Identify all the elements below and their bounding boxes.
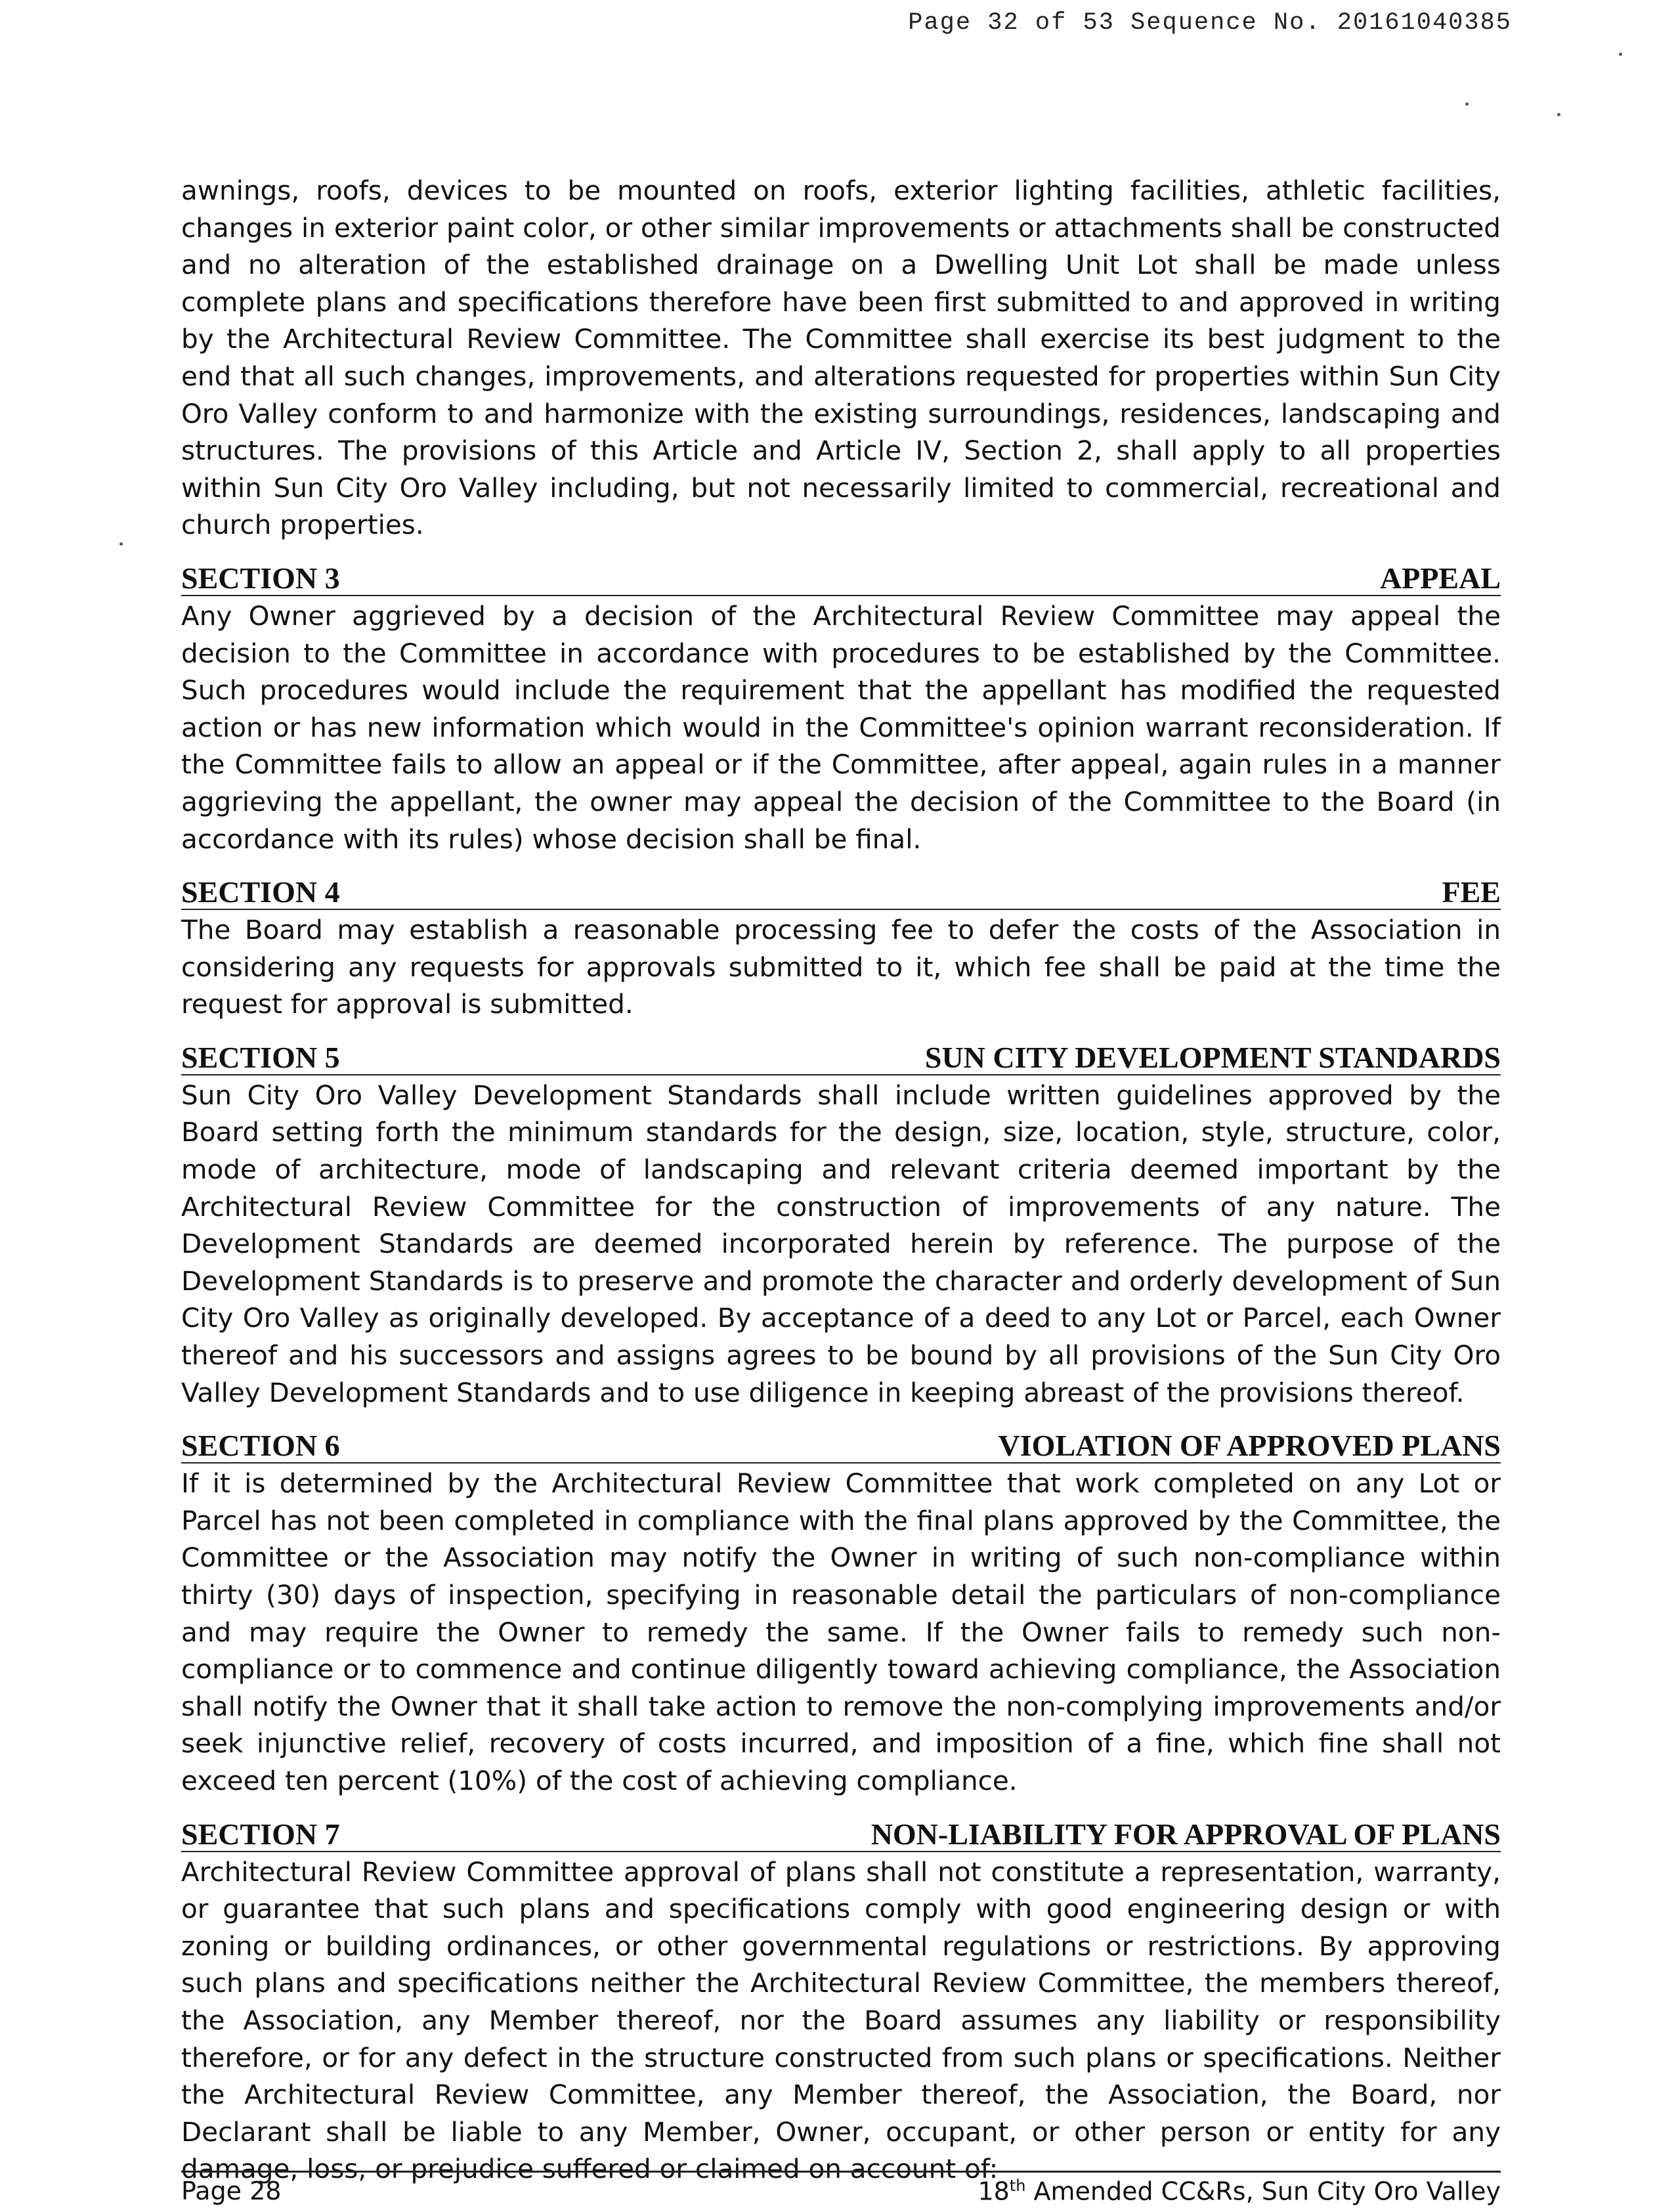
section-heading bbox=[181, 562, 1501, 596]
section-title: VIOLATION OF APPROVED PLANS bbox=[998, 1429, 1501, 1463]
footer-document-name: Amended CC&Rs, Sun City Oro Valley bbox=[1025, 2177, 1501, 2206]
section-4 bbox=[181, 876, 1501, 1023]
scan-speck bbox=[1557, 113, 1560, 116]
section-text: Sun City Oro Valley Development Standards shall include written guidelines approved by the Board setting forth the minimum standards for the design, size, location, style, structure, color, mode of architecture, mode of landscaping and relevant criteria deemed important by the Architectural Review Committee for the construction of improvements of any nature. The Development Standards are deemed incorporated herein by reference. The purpose of the Development Standards is to preserve and promote the character and orderly development of Sun City Oro Valley as originally developed. By acceptance of a deed to any Lot or Parcel, each Owner thereof and his successors and assigns agrees to be bound by all provisions of the Sun City Oro Valley Development Standards and to use diligence in keeping abreast of the provisions thereof. bbox=[181, 1079, 1501, 1408]
footer-page-number: Page 28 bbox=[181, 2177, 282, 2205]
section-number: SECTION 3 bbox=[181, 561, 340, 595]
footer-document-title bbox=[978, 2177, 1501, 2206]
footer-ordinal-suffix: th bbox=[1009, 2177, 1026, 2195]
footer-edition-number: 18 bbox=[978, 2177, 1010, 2206]
page-footer bbox=[181, 2171, 1501, 2206]
section-title: SUN CITY DEVELOPMENT STANDARDS bbox=[924, 1040, 1501, 1074]
section-title: APPEAL bbox=[1380, 561, 1501, 595]
section-7 bbox=[181, 1818, 1501, 2188]
section-6 bbox=[181, 1429, 1501, 1799]
section-title: NON-LIABILITY FOR APPROVAL OF PLANS bbox=[870, 1817, 1501, 1851]
scan-speck bbox=[1465, 102, 1469, 106]
section-heading bbox=[181, 1041, 1501, 1075]
section-3 bbox=[181, 562, 1501, 857]
section-heading bbox=[181, 1429, 1501, 1464]
section-text: Any Owner aggrieved by a decision of the Architectural Review Committee may appeal the decision to the Committee in accordance with procedures to be established by the Committee. Such procedures would include the requirement that the appellant has modified the requested action or has new information which would in the Committee's opinion warrant reconsideration. If the Committee fails to allow an appeal or if the Committee, after appeal, again rules in a manner aggrieving the appellant, the owner may appeal the decision of the Committee to the Board (in accordance with its rules) whose decision shall be final. bbox=[181, 599, 1501, 855]
section-text: The Board may establish a reasonable processing fee to defer the costs of the Association in considering any requests for approvals submitted to it, which fee shall be paid at the time the request for approval is submitted. bbox=[181, 914, 1501, 1020]
section-number: SECTION 5 bbox=[181, 1040, 340, 1074]
scan-speck bbox=[1619, 53, 1622, 56]
section-number: SECTION 4 bbox=[181, 875, 340, 909]
section-5 bbox=[181, 1041, 1501, 1411]
scan-speck bbox=[119, 542, 123, 546]
section-title: FEE bbox=[1442, 875, 1501, 909]
section-heading bbox=[181, 1818, 1501, 1852]
section-text: If it is determined by the Architectural Review Committee that work completed on any Lot or Parcel has not been completed in compliance with the final plans approved by the Committee, the Committee or the Association may notify the Owner in writing of such non-compliance within thirty (30) days of inspection, specifying in reasonable detail the particulars of non-compliance and may require the Owner to remedy the same. If the Owner fails to remedy such non-compliance or to commence and continue diligently toward achieving compliance, the Association shall notify the Owner that it shall take action to remove the non-complying improvements and/or seek injunctive relief, recovery of costs incurred, and imposition of a fine, which fine shall not exceed ten percent (10%) of the cost of achieving compliance. bbox=[181, 1467, 1501, 1796]
section-number: SECTION 6 bbox=[181, 1429, 340, 1463]
document-body bbox=[181, 172, 1501, 2188]
page-sequence-header: Page 32 of 53 Sequence No. 20161040385 bbox=[908, 9, 1512, 37]
section-number: SECTION 7 bbox=[181, 1817, 340, 1851]
section-heading bbox=[181, 876, 1501, 910]
section-text: Architectural Review Committee approval of plans shall not constitute a representation, warranty, or guarantee that such plans and specifications comply with good engineering design or with zoning or building ordinances, or other governmental regulations or restrictions. By approving such plans and specifications neither the Architectural Review Committee, the members thereof, the Association, any Member thereof, nor the Board assumes any liability or responsibility therefore, or for any defect in the structure constructed from such plans or specifications. Neither the Architectural Review Committee, any Member thereof, the Association, the Board, nor Declarant shall be liable to any Member, Owner, occupant, or other person or entity for any damage, loss, or prejudice suffered or claimed on account of: bbox=[181, 1855, 1501, 2185]
intro-paragraph: awnings, roofs, devices to be mounted on roofs, exterior lighting facilities, athletic facilities, changes in exterior paint color, or other similar improvements or attachments shall be constructed and no alteration of the established drainage on a Dwelling Unit Lot shall be made unless complete plans and specifications therefore have been first submitted to and approved in writing by the Architectural Review Committee. The Committee shall exercise its best judgment to the end that all such changes, improvements, and alterations requested for properties within Sun City Oro Valley conform to and harmonize with the existing surroundings, residences, landscaping and structures. The provisions of this Article and Article IV, Section 2, shall apply to all properties within Sun City Oro Valley including, but not necessarily limited to commercial, recreational and church properties. bbox=[181, 175, 1501, 541]
